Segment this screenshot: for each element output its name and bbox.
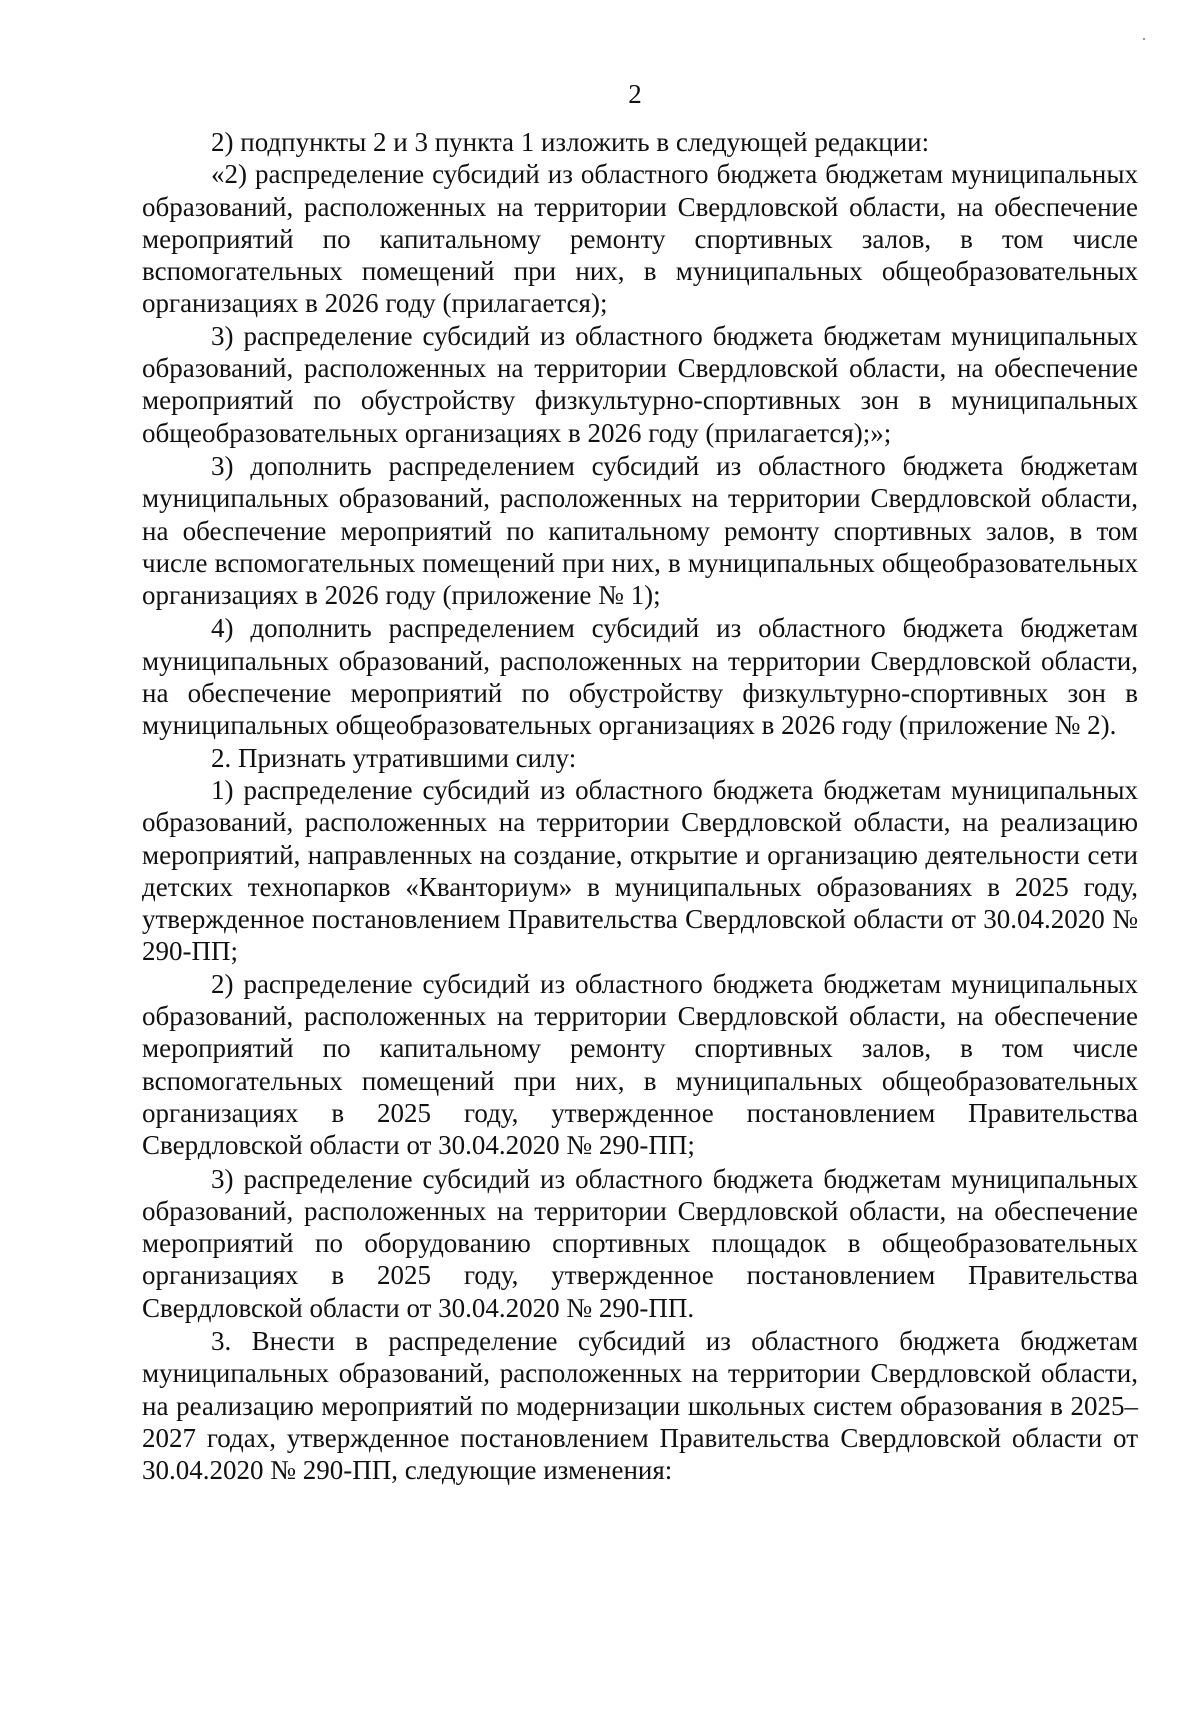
paragraph-supplement-appendix-1: 3) дополнить распределением субсидий из областного бюджета бюджетам муниципальных образований, расположенных на территории Свердловской области, на обеспечение мероприятий по капитальному ремонту спортивных залов, в том числе вспомогательных помещений при них, в муниципальных общеобразовательных организациях в 2026 году (приложение № 1); [142,450,1138,611]
scan-speck [1143,38,1145,40]
paragraph-amend-subitems: 2) подпункты 2 и 3 пункта 1 изложить в следующей редакции: [211,127,930,157]
paragraph-section-3-modernization: 3. Внести в распределение субсидий из областного бюджета бюджетам муниципальных образований, расположенных на территории Свердловской области, на реализацию мероприятий по модернизации школьных систем образования в 2025–2027 годах, утвержденное постановлением Правительства Свердловской области от 30.04.2020 № 290-ПП, следующие изменения: [142,1325,1138,1486]
paragraph-subitem-3-sport-zones-2026: 3) распределение субсидий из областного бюджета бюджетам муниципальных образований, расположенных на территории Свердловской области, на обеспечение мероприятий по обустройству физкультурно-спортивных зон в муниципальных общеобразовательных организациях в 2026 году (прилагается);»; [142,320,1138,448]
paragraph-section-2-heading: 2. Признать утратившими силу: [211,742,577,773]
paragraph-repeal-sport-grounds-2025: 3) распределение субсидий из областного бюджета бюджетам муниципальных образований, расположенных на территории Свердловской области, на обеспечение мероприятий по оборудованию спортивных площадок в общеобразовательных организациях в 2025 году, утвержденное постановлением Правительства Свердловской области от 30.04.2020 № 290-ПП. [142,1163,1138,1323]
page-number: 2 [628,79,642,109]
paragraph-repeal-kvantorium: 1) распределение субсидий из областного бюджета бюджетам муниципальных образований, расположенных на территории Свердловской области, на реализацию мероприятий, направленных на создание, открытие и организацию деятельности сети детских технопарков «Кванториум» в муниципальных образованиях в 2025 году, утвержденное постановлением Правительства Свердловской области от 30.04.2020 № 290-ПП; [142,774,1138,967]
paragraph-supplement-appendix-2: 4) дополнить распределением субсидий из областного бюджета бюджетам муниципальных образований, расположенных на территории Свердловской области, на обеспечение мероприятий по обустройству физкультурно-спортивных зон в муниципальных общеобразовательных организациях в 2026 году (приложение № 2). [142,613,1138,741]
paragraph-repeal-sport-halls-2025: 2) распределение субсидий из областного бюджета бюджетам муниципальных образований, расположенных на территории Свердловской области, на обеспечение мероприятий по капитальному ремонту спортивных залов, в том числе вспомогательных помещений при них, в муниципальных общеобразовательных организациях в 2025 году, утвержденное постановлением Правительства Свердловской области от 30.04.2020 № 290-ПП; [142,968,1138,1161]
document-body [142,126,1138,1486]
paragraph-subitem-2-sport-halls-2026: «2) распределение субсидий из областного бюджета бюджетам муниципальных образований, расположенных на территории Свердловской области, на обеспечение мероприятий по капитальному ремонту спортивных залов, в том числе вспомогательных помещений при них, в муниципальных общеобразовательных организациях в 2026 году (прилагается); [142,159,1138,319]
